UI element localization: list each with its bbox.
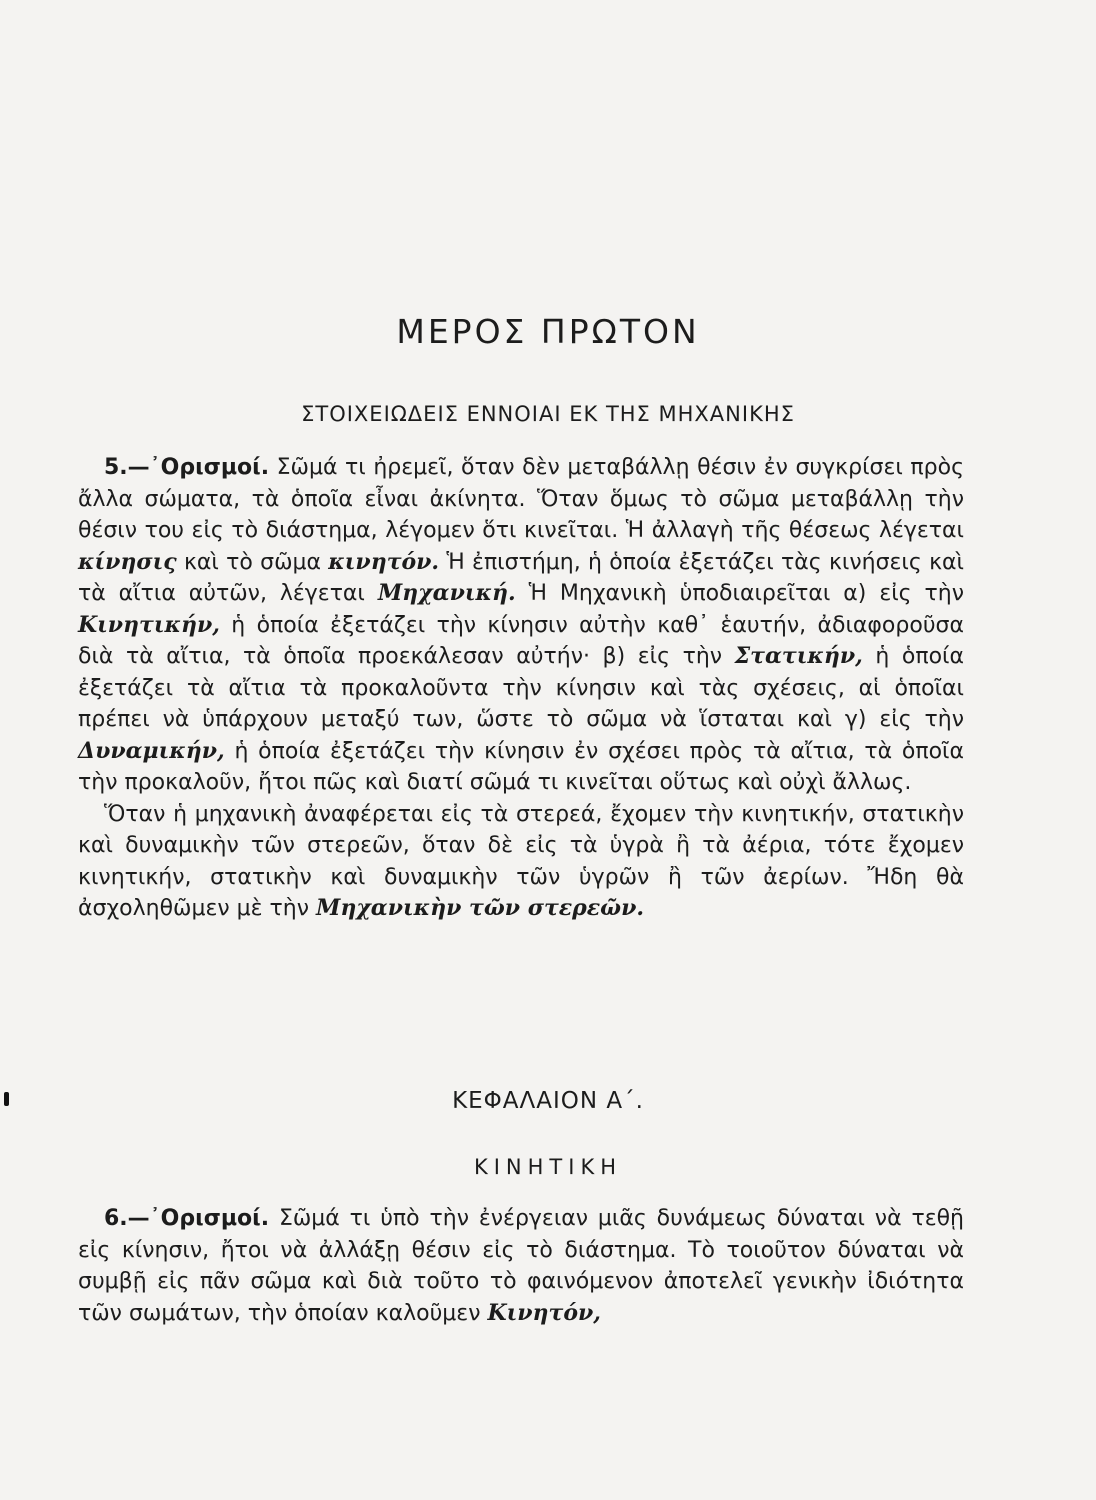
term-mechaniki: Μηχανική. (377, 580, 516, 606)
text-run: Ὅταν ἡ μηχανικὴ ἀναφέρεται εἰς τὰ στερεά, ἔχομεν τὴν κινητικήν, στατικὴν καὶ δυναμικὴν τῶν στερεῶν, ὅταν δὲ εἰς τὰ ὑγρὰ ἢ τὰ ἀέρια, τότε ἔχομεν κινητικήν, στατικὴν καὶ δυναμικὴν τῶν ὑγρῶν ἢ τῶν ἀερίων. Ἤδη θὰ ἀσχοληθῶμεν μὲ τὴν (78, 801, 964, 921)
section-5-heading: 5.—᾿Ορισμοί. (104, 455, 270, 480)
term-kinesis: κίνησις (78, 548, 177, 575)
term-kinetón-2: Κινητόν, (487, 1299, 601, 1326)
term-statiki: Στατικήν, (734, 643, 863, 669)
text-run: Σῶμά τι ὑπὸ τὴν ἐνέργειαν μιᾶς δυνάμεως δύναται νὰ τεθῇ εἰς κίνησιν, ἤτοι νὰ ἀλλάξῃ θέσιν εἰς τὸ διάστημα. Τὸ τοιοῦτον δύναται νὰ συμβῇ εἰς πᾶν σῶμα καὶ διὰ τοῦτο τὸ φαινόμενον ἀποτελεῖ γενικὴν ἰδιότητα τῶν σωμάτων, τὴν ὁποίαν καλοῦμεν (78, 1206, 964, 1326)
part-subtitle: ΣΤΟΙΧΕΙΩΔΕΙΣ ΕΝΝΟΙΑΙ ΕΚ ΤΗΣ ΜΗΧΑΝΙΚΗΣ (301, 402, 795, 426)
text-run: Ἡ ἐπιστήμη, ἡ ὁποία ἐξετάζει τὰς κινήσεις καὶ τὰ αἴτια αὐτῶν, λέγεται (78, 549, 964, 606)
section-6-heading: 6.—᾿Ορισμοί. (104, 1206, 270, 1231)
text-run: ἡ ὁποία ἐξετάζει τὴν κίνησιν αὐτὴν καθ᾿ ἑαυτήν, ἀδιαφοροῦσα διὰ τὰ αἴτια, τὰ ὁποῖα προεκάλεσαν αὐτήν· β) εἰς τὴν (78, 612, 964, 669)
term-kinitiki: Κινητικήν, (78, 611, 220, 638)
section-5 (78, 452, 964, 925)
section-6-paragraph-1 (78, 1203, 964, 1329)
term-kinetón: κινητόν. (328, 548, 440, 575)
part-title: ΜΕΡΟΣ ΠΡΩΤΟΝ (396, 312, 700, 351)
chapter-title: ΚΕΦΑΛΑΙΟΝ Α΄. (452, 1088, 644, 1114)
section-6 (78, 1203, 964, 1329)
text-run: καὶ τὸ σῶμα (176, 549, 329, 575)
text-run: ἡ ὁποία ἐξετάζει τὰ αἴτια τὰ προκαλοῦντα τὴν κίνησιν καὶ τὰς σχέσεις, αἱ ὁποῖαι πρέπει νὰ ὑπάρχουν μεταξύ των, ὥστε τὸ σῶμα νὰ ἵσταται καὶ γ) εἰς τὴν (78, 644, 964, 732)
text-run: Σῶμά τι ἠρεμεῖ, ὅταν δὲν μεταβάλλῃ θέσιν ἐν συγκρίσει πρὸς ἄλλα σώματα, τὰ ὁποῖα εἶναι ἀκίνητα. Ὅταν ὅμως τὸ σῶμα μεταβάλλῃ τὴν θέσιν του εἰς τὸ διάστημα, λέγομεν ὅτι κινεῖται. Ἡ ἀλλαγὴ τῆς θέσεως λέγεται (78, 455, 964, 543)
term-dynamiki: Δυναμικήν, (78, 737, 225, 764)
term-mechanics-of-solids: Μηχανικὴν τῶν στερεῶν. (315, 895, 644, 921)
section-5-paragraph-1 (78, 452, 964, 799)
text-run: Ἡ Μηχανικὴ ὑποδιαιρεῖται α) εἰς τὴν (515, 581, 964, 606)
section-5-paragraph-2 (78, 799, 964, 925)
text-run: ἡ ὁποία ἐξετάζει τὴν κίνησιν ἐν σχέσει πρὸς τὰ αἴτια, τὰ ὁποῖα τὴν προκαλοῦν, ἤτοι πῶς καὶ διατί σῶμά τι κινεῖται οὕτως καὶ οὐχὶ ἄλλως. (78, 738, 964, 795)
section-title: ΚΙΝΗΤΙΚΗ (473, 1155, 623, 1179)
